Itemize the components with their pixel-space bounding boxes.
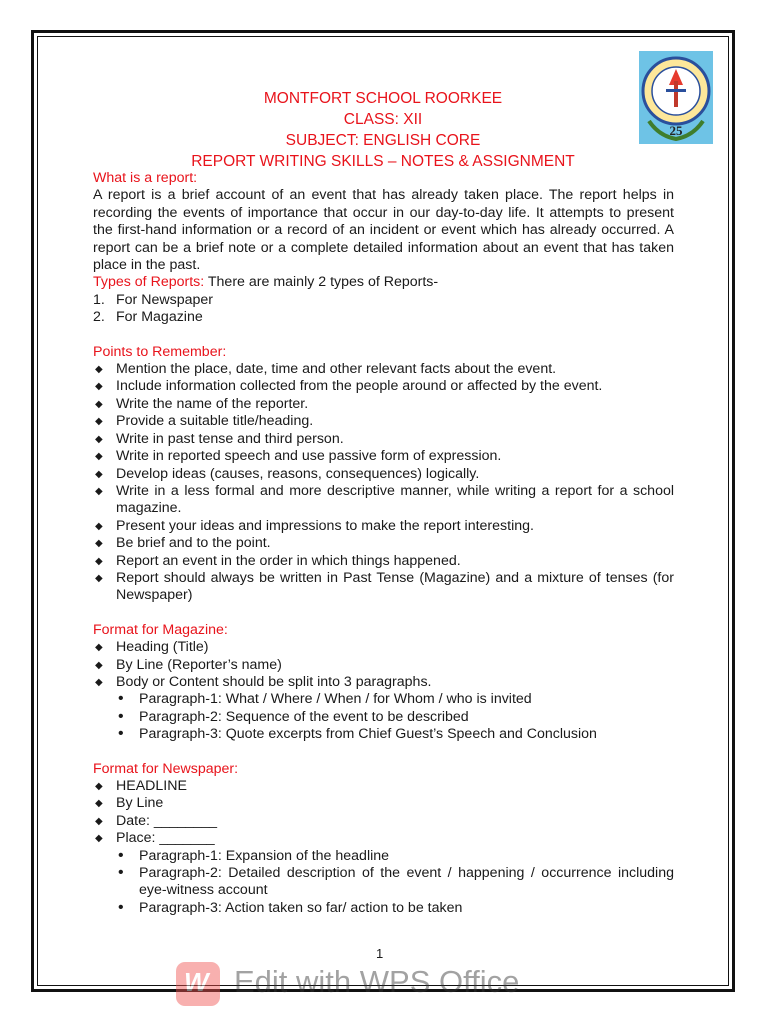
svg-text:25: 25 (669, 123, 683, 138)
types-line (93, 274, 674, 291)
types-list (93, 292, 674, 327)
list-item: ◆ By Line (93, 795, 674, 812)
points-heading: Points to Remember: (93, 343, 227, 360)
list-item: ◆ HEADLINE (93, 778, 674, 795)
list-item: 2. For Magazine (93, 309, 203, 326)
points-list (93, 361, 674, 605)
list-item: 1. For Newspaper (93, 291, 213, 308)
list-item: ◆ Be brief and to the point. (93, 535, 674, 552)
list-item: • Paragraph-3: Action taken so far/ action to be taken (116, 900, 674, 917)
list-item: ◆ Report an event in the order in which things happened. (93, 553, 674, 570)
document-header (120, 88, 646, 172)
list-item: • Paragraph-1: Expansion of the headline (116, 848, 674, 865)
watermark-text: Edit with WPS Office (234, 964, 520, 999)
list-item: • Paragraph-1: What / Where / When / for Whom / who is invited (116, 691, 674, 708)
list-item: ◆ Present your ideas and impressions to make the report interesting. (93, 518, 674, 535)
list-item: ◆ Write in a less formal and more descriptive manner, while writing a report for a school magazine. (93, 483, 674, 518)
list-item: • Paragraph-2: Sequence of the event to be described (116, 709, 674, 726)
wps-logo-icon: W (176, 962, 220, 1006)
magazine-list (93, 639, 674, 691)
list-item: • Paragraph-2: Detailed description of the event / happening / occurrence including eye-witness account (116, 865, 674, 900)
list-item: ◆ Develop ideas (causes, reasons, consequences) logically. (93, 466, 674, 483)
list-item: ◆ Write in reported speech and use passive form of expression. (93, 448, 674, 465)
newspaper-list (93, 778, 674, 848)
magazine-paragraph-list (93, 691, 674, 743)
newspaper-paragraph-list (93, 848, 674, 918)
wps-watermark[interactable] (176, 962, 596, 1006)
school-logo (639, 51, 713, 144)
types-heading: Types of Reports: (93, 274, 205, 291)
list-item: ◆ Place: _______ (93, 830, 674, 847)
list-item: ◆ By Line (Reporter’s name) (93, 657, 674, 674)
document-title: REPORT WRITING SKILLS – NOTES & ASSIGNMENT (191, 153, 575, 170)
list-item: ◆ Mention the place, date, time and other relevant facts about the event. (93, 361, 674, 378)
page-number: 1 (376, 946, 384, 961)
subject-label: SUBJECT: ENGLISH CORE (285, 132, 481, 149)
list-item: ◆ Provide a suitable title/heading. (93, 413, 674, 430)
what-heading: What is a report: (93, 170, 198, 186)
types-text: There are mainly 2 types of Reports- (204, 274, 439, 291)
document-body (93, 170, 674, 917)
list-item: ◆ Heading (Title) (93, 639, 674, 656)
class-label: CLASS: XII (343, 111, 423, 128)
list-item: ◆ Body or Content should be split into 3 paragraphs. (93, 674, 674, 691)
list-item: ◆ Report should always be written in Past Tense (Magazine) and a mixture of tenses (for Newspaper) (93, 570, 674, 605)
list-item: ◆ Date: ________ (93, 813, 674, 830)
list-item: • Paragraph-3: Quote excerpts from Chief Guest’s Speech and Conclusion (116, 726, 674, 743)
list-item: ◆ Include information collected from the people around or affected by the event. (93, 378, 674, 395)
magazine-heading: Format for Magazine: (93, 621, 228, 638)
what-body: A report is a brief account of an event that has already taken place. The report helps in recording the events of importance that occur in our day-to-day life. It attempts to present the first-hand information or a record of an incident or event which has already occurred. A report can be a brief note or a complete detailed information about an event that has taken place in the past. (93, 187, 674, 274)
list-item: ◆ Write in past tense and third person. (93, 431, 674, 448)
newspaper-heading: Format for Newspaper: (93, 760, 239, 777)
school-name: MONTFORT SCHOOL ROORKEE (263, 90, 503, 107)
list-item: ◆ Write the name of the reporter. (93, 396, 674, 413)
